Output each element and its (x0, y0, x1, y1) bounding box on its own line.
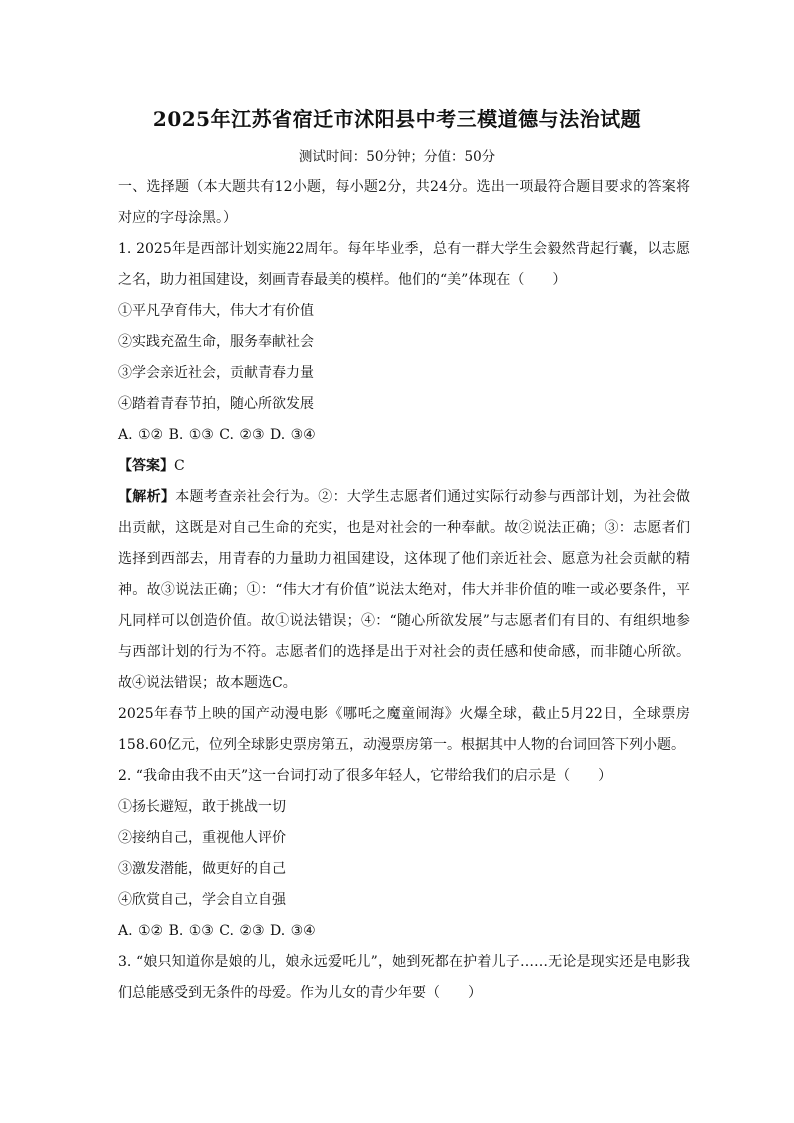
question-1-answer (118, 451, 690, 482)
question-1-stem: 1. 2025年是西部计划实施22周年。每年毕业季，总有一群大学生会毅然背起行囊，以志愿之名，助力祖国建设，刻画青春最美的模样。他们的“美”体现在（ ） (118, 241, 690, 288)
question-2-item: ④欣赏自己，学会自立自强 (118, 892, 286, 908)
question-1-item: ③学会亲近社会，贡献青春力量 (118, 365, 314, 381)
question-1-choices: A. ①② B. ①③ C. ②③ D. ③④ (118, 427, 316, 443)
answer-label: 【答案】 (118, 458, 174, 474)
question-1-item: ②实践充盈生命，服务奉献社会 (118, 334, 314, 350)
answer-value: C (174, 458, 185, 474)
question-2-stem: 2. “我命由我不由天”这一台词打动了很多年轻人，它带给我们的启示是（ ） (118, 768, 613, 784)
question-2-item: ③激发潜能，做更好的自己 (118, 861, 286, 877)
question-2-item: ①扬长避短，敢于挑战一切 (118, 799, 286, 815)
section-header: 一、选择题（本大题共有12小题，每小题2分，共24分。选出一项最符合题目要求的答案将对应的字母涂黑。） (118, 179, 690, 226)
question-3-stem: 3. “娘只知道你是娘的儿，娘永远爱吒儿”，她到死都在护着儿子……无论是现实还是电影我们总能感受到无条件的母爱。作为儿女的青少年要（ ） (118, 954, 690, 1001)
analysis-label: 【解析】 (118, 489, 176, 505)
question-2-choices: A. ①② B. ①③ C. ②③ D. ③④ (118, 923, 316, 939)
question-1-item: ①平凡孕育伟大，伟大才有价值 (118, 303, 314, 319)
analysis-text: 本题考查亲社会行为。②：大学生志愿者们通过实际行动参与西部计划，为社会做出贡献，这既是对自己生命的充实，也是对社会的一种奉献。故②说法正确；③：志愿者们选择到西部去，用青春的力量助力祖国建设，这体现了他们亲近社会、愿意为社会贡献的精神。故③说法正确；①：“伟大才有价值”说法太绝对，伟大并非价值的唯一或必要条件，平凡同样可以创造价值。故①说法错误；④：“随心所欲发展”与志愿者们有目的、有组织地参与西部计划的行为不符。志愿者们的选择是出于对社会的责任感和使命感，而非随心所欲。故④说法错误；故本题选C。 (118, 489, 691, 691)
exam-info: 测试时间：50分钟；分值：50分 (298, 149, 496, 165)
question-1-item: ④踏着青春节拍，随心所欲发展 (118, 396, 314, 412)
reading-passage: 2025年春节上映的国产动漫电影《哪吒之魔童闹海》火爆全球，截止5月22日，全球票房158.60亿元，位列全球影史票房第五，动漫票房第一。根据其中人物的台词回答下列小题。 (118, 706, 690, 753)
document-body (118, 172, 690, 1009)
question-1-analysis (118, 482, 690, 699)
page-title: 2025年江苏省宿迁市沭阳县中考三模道德与法治试题 (152, 107, 642, 131)
question-2-item: ②接纳自己，重视他人评价 (118, 830, 286, 846)
